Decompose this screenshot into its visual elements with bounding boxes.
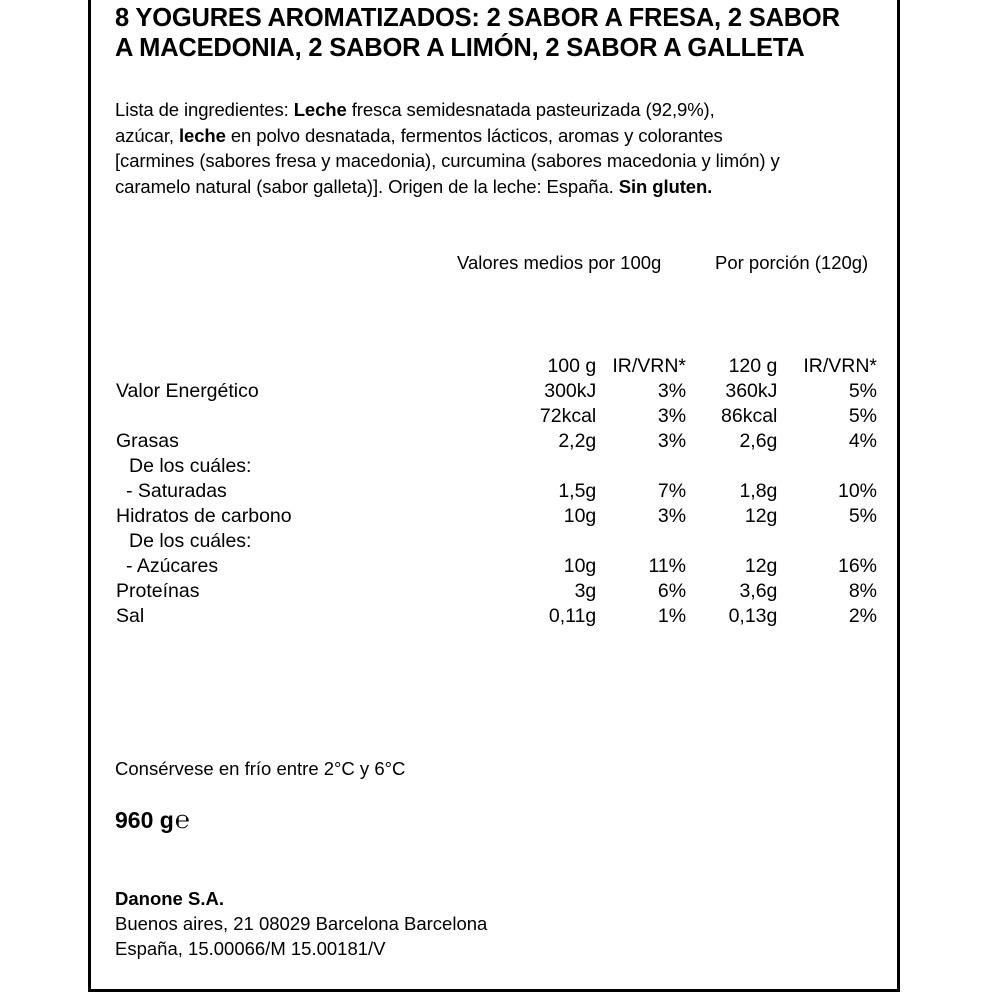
- nutrition-label-frame: [88, 0, 900, 992]
- nutrition-value-120g: 86kcal: [721, 405, 778, 427]
- product-title-line-2: A MACEDONIA, 2 SABOR A LIMÓN, 2 SABOR A GALLETA: [115, 34, 805, 62]
- nutrition-pct-100g: 11%: [648, 555, 687, 577]
- nutrition-pct-100g: 3%: [657, 380, 687, 402]
- nutrition-value-120g: 3,6g: [739, 580, 778, 602]
- manufacturer-country-codes: España, 15.00066/M 15.00181/V: [115, 938, 386, 959]
- gluten-free-claim: Sin gluten.: [618, 175, 713, 197]
- nutrition-value-100g: 2,2g: [558, 430, 597, 452]
- nutrition-value-120g: 360kJ: [725, 380, 778, 402]
- product-title-line-1: 8 YOGURES AROMATIZADOS: 2 SABOR A FRESA, 2 SABOR: [115, 4, 840, 32]
- col-header-100g-pct: IR/VRN*: [612, 355, 687, 377]
- allergen-leche-2: leche: [179, 124, 226, 146]
- nutrition-pct-120g: [781, 454, 879, 479]
- col-header-100g: 100 g: [547, 355, 597, 377]
- nutrition-value-120g: 12g: [744, 505, 778, 527]
- nutrition-table: [115, 352, 879, 629]
- nutrition-value-120g: [688, 529, 781, 554]
- nutrition-row: [115, 554, 879, 579]
- nutrition-row: [115, 454, 879, 479]
- col-header-nutrient: [115, 352, 515, 379]
- ingredients-text-4a: caramelo natural (sabor galleta)]. Origen de la leche: España.: [115, 175, 619, 197]
- nutrition-value-100g: 10g: [563, 555, 597, 577]
- heading-per-100g: Valores medios por 100g: [457, 252, 662, 273]
- nutrition-value-100g: 1,5g: [558, 480, 597, 502]
- nutrition-row: [115, 529, 879, 554]
- manufacturer-block: [115, 886, 487, 961]
- nutrition-table-headings: [115, 252, 879, 282]
- ingredients-list: [115, 63, 879, 199]
- nutrition-pct-100g: 6%: [657, 580, 687, 602]
- allergen-leche-1: Leche: [293, 99, 347, 120]
- ingredients-text-2c: en polvo desnatada, fermentos lácticos, aromas y colorantes: [225, 124, 723, 146]
- nutrition-value-120g: 1,8g: [739, 480, 778, 502]
- nutrition-row-label: Proteínas: [116, 580, 200, 602]
- nutrition-value-100g: 72kcal: [539, 405, 597, 427]
- ingredients-line-2: [115, 123, 879, 149]
- nutrition-value-100g: 0,11g: [548, 605, 597, 627]
- nutrition-pct-100g: [600, 454, 688, 479]
- storage-instructions: Consérvese en frío entre 2°C y 6°C: [115, 758, 406, 779]
- nutrition-pct-100g: [600, 529, 688, 554]
- estimated-sign-icon: ℮: [174, 806, 190, 834]
- nutrition-pct-100g: 7%: [657, 480, 687, 502]
- ingredients-line-3: [carmines (sabores fresa y macedonia), curcumina (sabores macedonia y limón) y: [115, 150, 780, 171]
- nutrition-value-120g: 2,6g: [739, 430, 778, 452]
- net-weight-value: 960 g: [115, 807, 174, 833]
- ingredients-label: Lista de ingredientes:: [115, 99, 294, 120]
- nutrition-table-body: [115, 379, 879, 629]
- nutrition-pct-120g: 5%: [848, 380, 877, 402]
- nutrition-pct-100g: 1%: [657, 605, 687, 627]
- nutrition-value-100g: 3g: [574, 580, 597, 602]
- col-header-120g: 120 g: [728, 355, 778, 377]
- nutrition-value-120g: 12g: [744, 555, 778, 577]
- nutrition-pct-120g: 5%: [848, 405, 877, 427]
- nutrition-value-100g: [515, 454, 601, 479]
- nutrition-row: [115, 429, 879, 454]
- nutrition-pct-120g: 8%: [848, 580, 877, 602]
- nutrition-pct-120g: [781, 529, 879, 554]
- nutrition-row-label: Hidratos de carbono: [116, 505, 292, 527]
- manufacturer-address: Buenos aires, 21 08029 Barcelona Barcelona: [115, 913, 488, 934]
- heading-per-portion: Por porción (120g): [715, 252, 869, 273]
- nutrition-pct-100g: 3%: [657, 405, 687, 427]
- ingredients-text-1: fresca semidesnatada pasteurizada (92,9%),: [346, 99, 715, 120]
- ingredients-text-2a: azúcar,: [115, 124, 179, 146]
- nutrition-row-label: Valor Energético: [116, 380, 259, 402]
- nutrition-row-label: - Saturadas: [126, 480, 227, 502]
- nutrition-value-100g: 300kJ: [544, 380, 597, 402]
- net-weight: [115, 806, 190, 834]
- ingredients-line-1: [115, 97, 879, 123]
- nutrition-value-100g: 10g: [563, 505, 597, 527]
- nutrition-pct-120g: 10%: [837, 480, 877, 502]
- nutrition-row: [115, 579, 879, 604]
- nutrition-pct-120g: 4%: [848, 430, 877, 452]
- nutrition-pct-120g: 5%: [848, 505, 877, 527]
- nutrition-value-120g: [688, 454, 781, 479]
- nutrition-row-label: Sal: [116, 605, 145, 627]
- nutrition-row-label: De los cuáles:: [129, 530, 252, 552]
- nutrition-table-block: [115, 252, 879, 627]
- nutrition-row-label: - Azúcares: [126, 555, 219, 577]
- nutrition-pct-120g: 16%: [837, 555, 877, 577]
- nutrition-row-label: Grasas: [116, 430, 179, 452]
- label-content: [91, 0, 897, 989]
- manufacturer-name: Danone S.A.: [115, 888, 224, 909]
- nutrition-value-120g: 0,13g: [728, 605, 778, 627]
- nutrition-row-label: [115, 404, 515, 429]
- nutrition-pct-120g: 2%: [848, 605, 877, 627]
- nutrition-pct-100g: 3%: [657, 430, 687, 452]
- nutrition-table-header-row: [115, 352, 879, 379]
- col-header-120g-pct: IR/VRN*: [803, 355, 877, 377]
- product-title: [115, 0, 879, 63]
- nutrition-value-100g: [515, 529, 601, 554]
- nutrition-row: [115, 479, 879, 504]
- nutrition-row: [115, 604, 879, 629]
- ingredients-line-4: [115, 174, 879, 200]
- nutrition-row: [115, 379, 879, 404]
- nutrition-row-label: De los cuáles:: [129, 455, 252, 477]
- nutrition-pct-100g: 3%: [657, 505, 687, 527]
- nutrition-row: [115, 504, 879, 529]
- nutrition-row: [115, 404, 879, 429]
